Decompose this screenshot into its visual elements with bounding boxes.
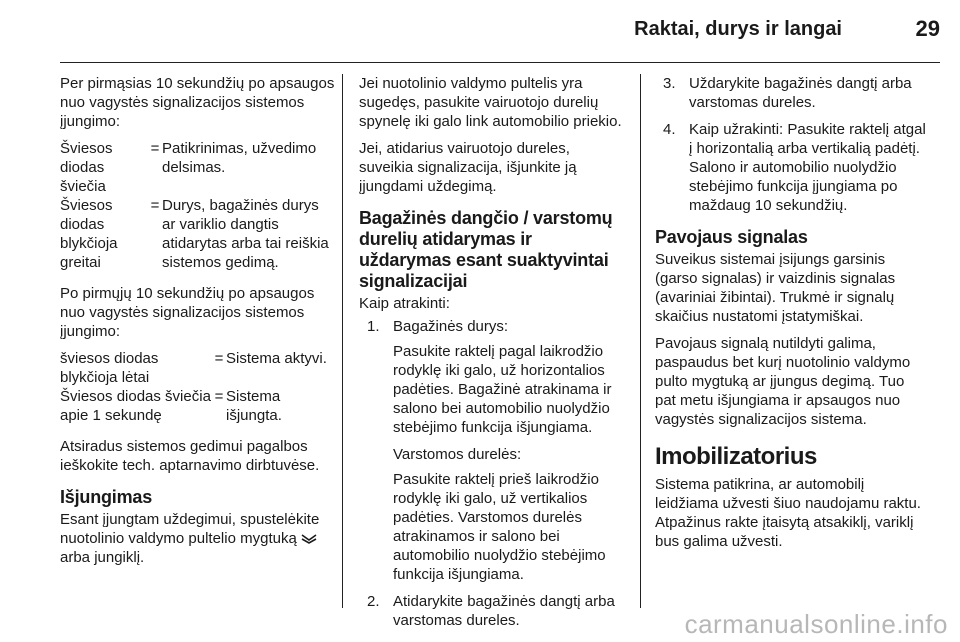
- status-term: Šviesos diodas šviečia: [60, 140, 113, 195]
- step-subtitle: Varstomos durelės:: [393, 446, 522, 463]
- step-title: Bagažinės durys:: [393, 318, 509, 335]
- status-term: Šviesos diodas šviečia apie 1 sekundę: [60, 388, 211, 424]
- step-text: Kaip užrakinti: Pasukite raktelį atgal į horizontalią arba vertikalią padėtį. Salono ir automobilio nuolydžio stebėjimo funkcija įjungiama po maždaug 10 sekundžių.: [689, 121, 926, 214]
- page-header: [0, 0, 960, 62]
- status-description: Sistema aktyvi.: [226, 350, 327, 367]
- status-table-2: [60, 349, 336, 425]
- status-description: Patikrinimas, užvedimo delsimas.: [162, 140, 317, 176]
- column-divider-1: [342, 74, 343, 608]
- column-3: [655, 74, 927, 559]
- immobilizer-paragraph: Sistema patikrina, ar automobilį leidžiama užvesti šiuo naudojamu raktu. Atpažinus rakte įtaisytą atsakiklį, variklį bus galima užvesti.: [655, 476, 921, 550]
- unlock-button-icon: [301, 532, 317, 544]
- alarm-paragraph-1: Suveikus sistemai įsijungs garsinis (garso signalas) ir vaizdinis signalas (avariniai žibintai). Trukmė ir signalų skaičius nustatomi įstatymiškai.: [655, 251, 896, 325]
- disarm-paragraph: [60, 510, 336, 567]
- intro-paragraph-2: Po pirmųjų 10 sekundžių po apsaugos nuo vagystės signalizacijos sistemos įjungimo:: [60, 285, 315, 340]
- tailgate-heading: Bagažinės dangčio / varstomų durelių atidarymas ir uždarymas esant suaktyvintai signalizacijai: [359, 208, 613, 291]
- paragraph-alarm-triggered: Jei, atidarius vairuotojo dureles, suveikia signalizacija, išjunkite ją įjungdami uždegimą.: [359, 140, 577, 195]
- step-4: [663, 120, 927, 215]
- equals-sign: =: [214, 350, 224, 367]
- step-body: [393, 317, 625, 584]
- immobilizer-heading: Imobilizatorius: [655, 443, 817, 470]
- step-text: Pasukite raktelį prieš laikrodžio rodyklę iki galo, už vertikalios padėties. Varstomos durelės atrakinamos ir salono bei automobilio nuolydžio stebėjimo funkcija išjungiama.: [393, 471, 606, 583]
- watermark: carmanualsonline.info: [684, 609, 948, 639]
- step-1: [367, 317, 625, 584]
- status-term: Šviesos diodas blykčioja greitai: [60, 197, 118, 271]
- section-title: Raktai, durys ir langai: [634, 18, 842, 40]
- step-2: [367, 592, 625, 630]
- step-number: 4.: [663, 121, 676, 138]
- header-rule: [60, 62, 940, 63]
- disarm-text-b: arba jungiklį.: [60, 549, 145, 566]
- status-term: šviesos diodas blykčioja lėtai: [60, 350, 159, 386]
- column-divider-2: [640, 74, 641, 608]
- column-1: [60, 74, 336, 575]
- status-description: Durys, bagažinės durys ar variklio dangtis atidarytas arba tai reiškia sistemos gedimą.: [162, 197, 329, 271]
- equals-sign: =: [150, 140, 160, 157]
- disarm-heading: Išjungimas: [60, 487, 153, 507]
- status-row: [60, 387, 336, 425]
- intro-paragraph-1: Per pirmąsias 10 sekundžių po apsaugos nuo vagystės signalizacijos sistemos įjungimo:: [60, 75, 335, 130]
- step-number: 1.: [367, 318, 380, 335]
- alarm-paragraph-2: Pavojaus signalą nutildyti galima, paspaudus bet kurį nuotolinio valdymo pulto mygtuką ar įjungus degimą. Tuo pat metu išjungiama ir apsaugos nuo vagystės signalizacijos sistema.: [655, 335, 911, 428]
- unlock-label: Kaip atrakinti:: [359, 295, 450, 312]
- column-2: [359, 74, 625, 638]
- alarm-heading: Pavojaus signalas: [655, 227, 808, 247]
- step-text: Uždarykite bagažinės dangtį arba varstomas dureles.: [689, 75, 912, 111]
- status-row: [60, 196, 336, 272]
- status-row: [60, 139, 336, 196]
- step-3: [663, 74, 927, 112]
- page-number: 29: [915, 16, 940, 41]
- step-number: 3.: [663, 75, 676, 92]
- disarm-text-a: Esant įjungtam uždegimui, spustelėkite nuotolinio valdymo pultelio mygtuką: [60, 511, 320, 547]
- status-row: [60, 349, 336, 387]
- step-text: Pasukite raktelį pagal laikrodžio rodyklę iki galo, už horizontalios padėties. Bagažinė atrakinama ir salono bei automobilio nuolydžio stebėjimo funkcija išjungiama.: [393, 343, 612, 436]
- fault-paragraph: Atsiradus sistemos gedimui pagalbos ieškokite tech. aptarnavimo dirbtuvėse.: [60, 438, 320, 474]
- step-text: Atidarykite bagažinės dangtį arba varstomas dureles.: [393, 593, 615, 629]
- equals-sign: =: [214, 388, 224, 405]
- status-table-1: [60, 139, 336, 272]
- step-number: 2.: [367, 593, 380, 610]
- paragraph-remote-broken: Jei nuotolinio valdymo pultelis yra sugedęs, pasukite vairuotojo durelių spynelę iki galo link automobilio priekio.: [359, 75, 622, 130]
- status-description: Sistema išjungta.: [226, 388, 282, 424]
- equals-sign: =: [150, 197, 160, 214]
